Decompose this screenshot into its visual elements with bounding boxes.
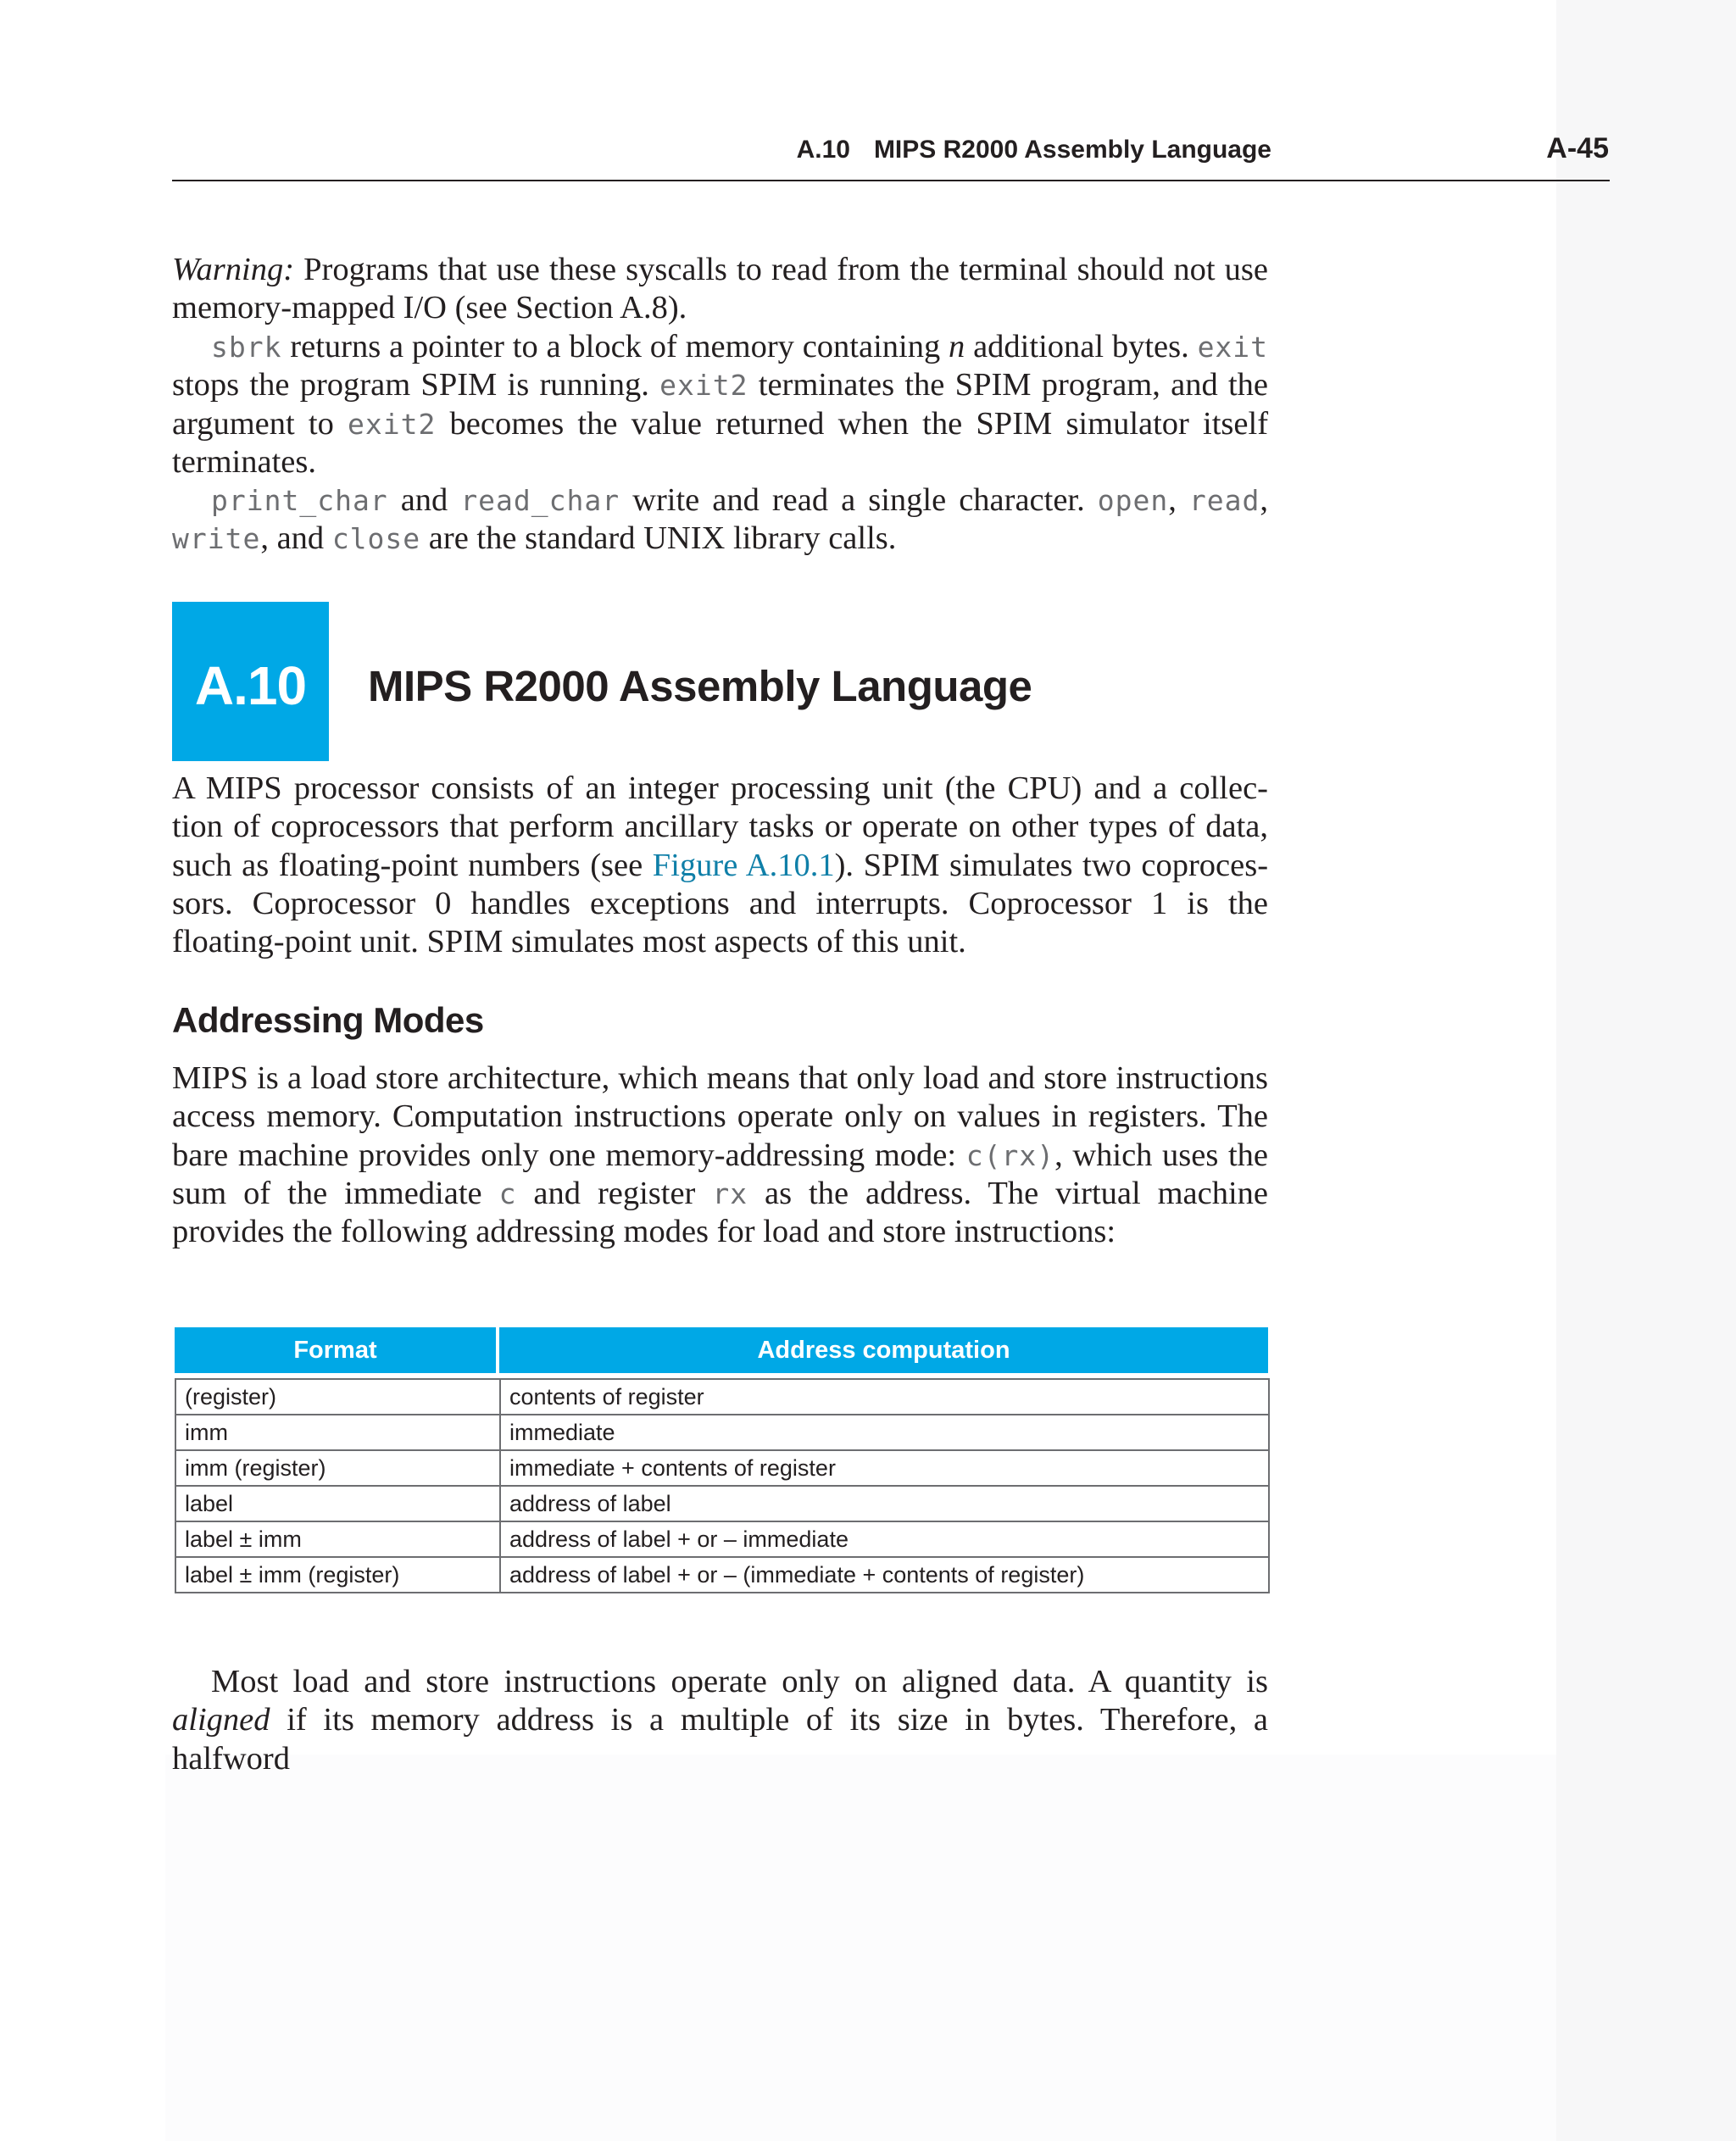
- aligned-paragraph: [172, 1663, 1268, 1778]
- figure-link[interactable]: Figure A.10.1: [652, 847, 835, 883]
- addressing-paragraph: [172, 1059, 1268, 1251]
- table-row: [175, 1415, 1269, 1450]
- exit-text: stops the program SPIM is running.: [172, 367, 649, 403]
- table-row: [175, 1450, 1269, 1486]
- section-title: MIPS R2000 Assembly Language: [368, 662, 1032, 710]
- char-calls-paragraph: [172, 481, 1268, 559]
- computation-cell: immediate + contents of register: [500, 1450, 1269, 1486]
- running-header-section: A.10: [796, 136, 850, 164]
- format-cell: (register): [175, 1379, 500, 1415]
- aligned-text: Most load and store instructions operate only on aligned data. A quantity is: [211, 1664, 1268, 1699]
- computation-cell: address of label: [500, 1486, 1269, 1521]
- addressing-text-3: and register: [533, 1175, 696, 1211]
- computation-cell: contents of register: [500, 1379, 1269, 1415]
- table-row: [175, 1521, 1269, 1557]
- intro-paragraph: [172, 770, 1268, 961]
- code-read-char: read_char: [460, 484, 620, 517]
- section-number-box: [172, 602, 329, 761]
- exit2-text-end: becomes the value returned when the SPIM simulator itself terminates.: [172, 405, 1269, 480]
- exit2-text: terminates the SPIM program, and the argument to: [172, 367, 1268, 442]
- intro-text: A MIPS processor consists of an integer processing unit (the CPU) and a collec-tion of coprocessors that perform ancillary tasks or operate on other types of data, such as floating-point numbers (see: [172, 770, 1268, 883]
- running-header-title: [797, 136, 1271, 164]
- warning-paragraph: [172, 251, 1268, 328]
- section-number: A.10: [194, 655, 307, 716]
- code-read: read: [1188, 484, 1260, 517]
- table-header-address: Address computation: [499, 1327, 1268, 1373]
- italic-n: n: [949, 329, 965, 364]
- table-header-format: Format: [175, 1327, 496, 1373]
- sbrk-text: returns a pointer to a block of memory containing: [290, 329, 941, 364]
- format-cell: imm (register): [175, 1450, 500, 1486]
- page-margin-shade: [1556, 0, 1736, 2141]
- running-header-text: MIPS R2000 Assembly Language: [873, 136, 1271, 164]
- comma-1: ,: [1168, 482, 1177, 518]
- warning-label: Warning:: [172, 252, 295, 287]
- addressing-modes-heading: Addressing Modes: [172, 1000, 484, 1040]
- comma-2: ,: [1260, 482, 1268, 518]
- table-row: [175, 1379, 1269, 1415]
- intro-text-end: ). SPIM simulates two coproces-sors. Coprocessor 0 handles exceptions and interrupts. Coprocessor 1 is the floating-point unit. SPIM simulates most aspects of this unit.: [172, 847, 1269, 960]
- code-rx: rx: [712, 1176, 748, 1210]
- addressing-text: MIPS is a load store architecture, which means that only load and store instructions access memory. Computation instructions operate only on values in registers. The bare machine provides only one memory-addressing mode:: [172, 1060, 1268, 1173]
- table-row: [175, 1557, 1269, 1593]
- and-text-2: , and: [260, 520, 325, 557]
- computation-cell: immediate: [500, 1415, 1269, 1450]
- unix-text: are the standard UNIX library calls.: [428, 520, 897, 557]
- aligned-text-end: if its memory address is a multiple of its size in bytes. Therefore, a halfword: [172, 1702, 1269, 1777]
- format-cell: label ± imm: [175, 1521, 500, 1557]
- computation-cell: address of label + or – immediate: [500, 1521, 1269, 1557]
- table-header: [175, 1327, 1268, 1373]
- page-number: A-45: [1546, 132, 1609, 164]
- code-c: c: [498, 1176, 517, 1210]
- code-exit2-second: exit2: [348, 407, 437, 441]
- page-bottom-shade: [165, 1755, 1556, 2141]
- computation-cell: address of label + or – (immediate + contents of register): [500, 1557, 1269, 1593]
- addressing-text-4: as the address. The virtual machine provides the following addressing modes for load and store instructions:: [172, 1175, 1269, 1250]
- running-header: [170, 127, 1611, 168]
- code-close: close: [331, 522, 421, 556]
- format-cell: imm: [175, 1415, 500, 1450]
- code-open: open: [1097, 484, 1169, 517]
- addressing-text-2: , which uses the sum of the immediate: [172, 1137, 1269, 1211]
- italic-aligned: aligned: [172, 1702, 270, 1738]
- and-text: and: [400, 482, 448, 518]
- code-print-char: print_char: [211, 484, 388, 517]
- code-write: write: [172, 522, 261, 556]
- char-text: write and read a single character.: [632, 482, 1085, 518]
- code-sbrk: sbrk: [211, 331, 282, 364]
- format-cell: label: [175, 1486, 500, 1521]
- addressing-modes-table: [175, 1378, 1270, 1593]
- code-exit2: exit2: [659, 369, 748, 403]
- header-rule: [172, 180, 1610, 181]
- sbrk-text-end: additional bytes.: [973, 329, 1189, 364]
- sbrk-paragraph: [172, 328, 1268, 481]
- warning-text: Programs that use these syscalls to read from the terminal should not use memory-mapped I/O (see Section A.8).: [172, 252, 1269, 326]
- table-row: [175, 1486, 1269, 1521]
- format-cell: label ± imm (register): [175, 1557, 500, 1593]
- code-exit: exit: [1197, 331, 1269, 364]
- code-c-rx: c(rx): [965, 1138, 1055, 1172]
